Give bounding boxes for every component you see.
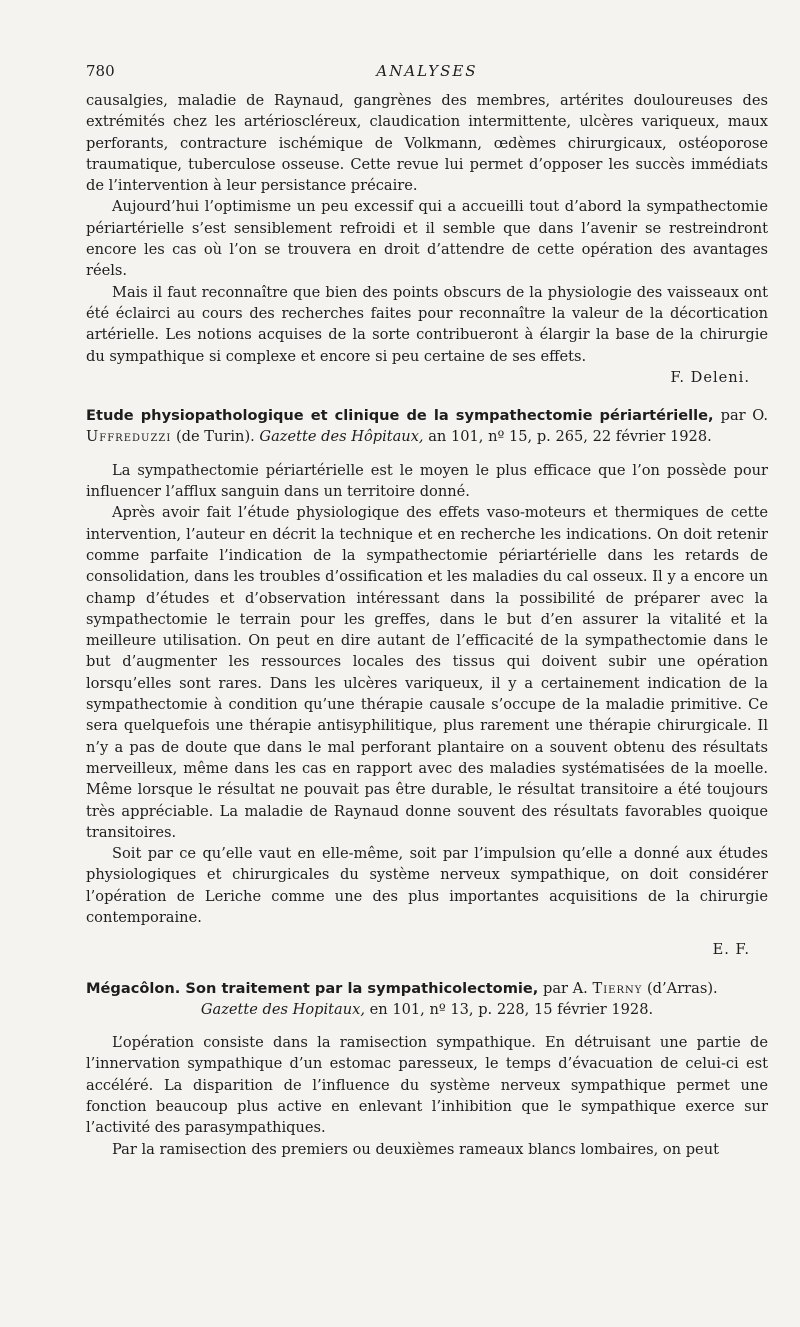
reviewer-signature: E. F.	[712, 941, 750, 959]
paragraph: Mais il faut reconnaître que bien des points obscurs de la physiologie des vaisseaux ont été éclairci au cours des recherches faites pour reconnaître la valeur de la décortication artérielle. Les notions acquises de la sorte contribueront à élargir la base de la chirurgie du sympathique si complexe et encore si peu certaine de ses effets.	[86, 283, 768, 365]
paragraph: Après avoir fait l’étude physiologique des effets vaso-moteurs et thermiques de cette intervention, l’auteur en décrit la technique et en recherche les indications. On doit retenir comme parfaite l’indication de la sympathectomie périartérielle dans les retards de consolidation, dans les troubles d’ossification et les maladies du cal osseux. Il y a encore un champ d’études et d’observation intéressant dans la possibilité de préparer avec la sympathectomie le terrain pour les greffes, dans le but d’en assurer la vitalité et la meilleure utilisation. On peut en dire autant de l’efficacité de la sympathectomie dans le but d’augmenter les ressources locales des tissus qui doivent subir une opération lorsqu’elles sont rares. Dans les ulcères variqueux, il y a certainement indication de la sympathectomie à condition qu’une thérapie causale s’occupe de la maladie primitive. Ce sera quelquefois une thérapie antisyphilitique, plus rarement une thérapie chirurgicale. Il n’y a pas de doute que dans le mal perforant plantaire on a souvent obtenu des résultats merveilleux, même dans les cas en rapport avec des maladies systématisées de la moelle. Même lorsque le résultat ne pouvait pas être durable, le résultat transitoire a été toujours très appréciable. La maladie de Raynaud donne souvent des résultats favorables quoique transitoires.	[86, 504, 768, 841]
byline	[538, 980, 717, 997]
article-heading	[86, 978, 768, 999]
citation: en 101, nº 13, p. 228, 15 février 1928.	[365, 1000, 654, 1018]
journal-name: Gazette des Hopitaux,	[200, 1000, 366, 1018]
byline-prefix: par O.	[720, 407, 768, 425]
review-megacolon	[86, 978, 768, 1160]
citation: an 101, nº 15, p. 265, 22 février 1928.	[423, 428, 712, 446]
running-head	[86, 62, 768, 90]
author-name: Tierny	[592, 979, 643, 997]
paragraph: Soit par ce qu’elle vaut en elle-même, soit par l’impulsion qu’elle a donné aux études physiologiques et chirurgicales du système nerveux sympathique, on doit considérer l’opération de Leriche comme une des plus importantes acquisitions de la chirurgie contemporaine.	[86, 845, 768, 926]
paragraph: La sympathectomie périartérielle est le moyen le plus efficace que l’on possède pour influencer l’afflux sanguin dans un territoire donné.	[86, 461, 768, 501]
author-name: Uffreduzzi	[86, 428, 172, 446]
review-sympathectomie	[86, 405, 768, 960]
paragraph: L’opération consiste dans la ramisection sympathique. En détruisant une partie de l’innervation sympathique d’un estomac paresseux, le temps d’évacuation de celui-ci est accéléré. La disparition de l’influence du système nerveux sympathique permet une fonction beaucoup plus active en enlevant l’inhibition que le sympathique exerce sur l’activité des parasympathiques.	[86, 1034, 768, 1137]
reviewer-signature: F. Deleni.	[670, 368, 750, 386]
article-body	[86, 460, 768, 929]
paragraph: Par la ramisection des premiers ou deuxièmes rameaux blancs lombaires, on peut	[112, 1140, 719, 1158]
page-number: 780	[86, 62, 115, 80]
author-affiliation: (d’Arras).	[642, 979, 718, 997]
article-body	[86, 1032, 768, 1160]
review-continued	[86, 90, 768, 388]
running-title: ANALYSES	[376, 62, 478, 80]
article-title: Mégacôlon. Son traitement par la sympathicolectomie,	[86, 979, 539, 997]
journal-page	[86, 62, 768, 1160]
article-title: Etude physiopathologique et clinique de la sympathectomie périartérielle,	[86, 407, 714, 425]
byline-prefix: par A.	[538, 979, 593, 997]
article-heading	[86, 405, 768, 448]
paragraph: Aujourd’hui l’optimisme un peu excessif qui a accueilli tout d’abord la sympathectomie périartérielle s’est sensiblement refroidi et il semble que dans l’avenir se restreindront encore les cas où l’on se trouvera en droit d’attendre de cette opération des avantages réels.	[86, 198, 768, 280]
citation-line	[86, 999, 768, 1020]
author-affiliation: (de Turin).	[171, 428, 260, 446]
paragraph: causalgies, maladie de Raynaud, gangrènes des membres, artérites douloureuses des extrémités chez les artérioscléreux, claudication intermittente, ulcères variqueux, maux perforants, contracture ischémique de Volkmann, œdèmes chirurgicaux, ostéoporose traumatique, tuberculose osseuse. Cette revue lui permet d’opposer les succès immédiats de l’intervention à leur persistance précaire.	[86, 92, 768, 195]
journal-name: Gazette des Hôpitaux,	[259, 428, 424, 446]
